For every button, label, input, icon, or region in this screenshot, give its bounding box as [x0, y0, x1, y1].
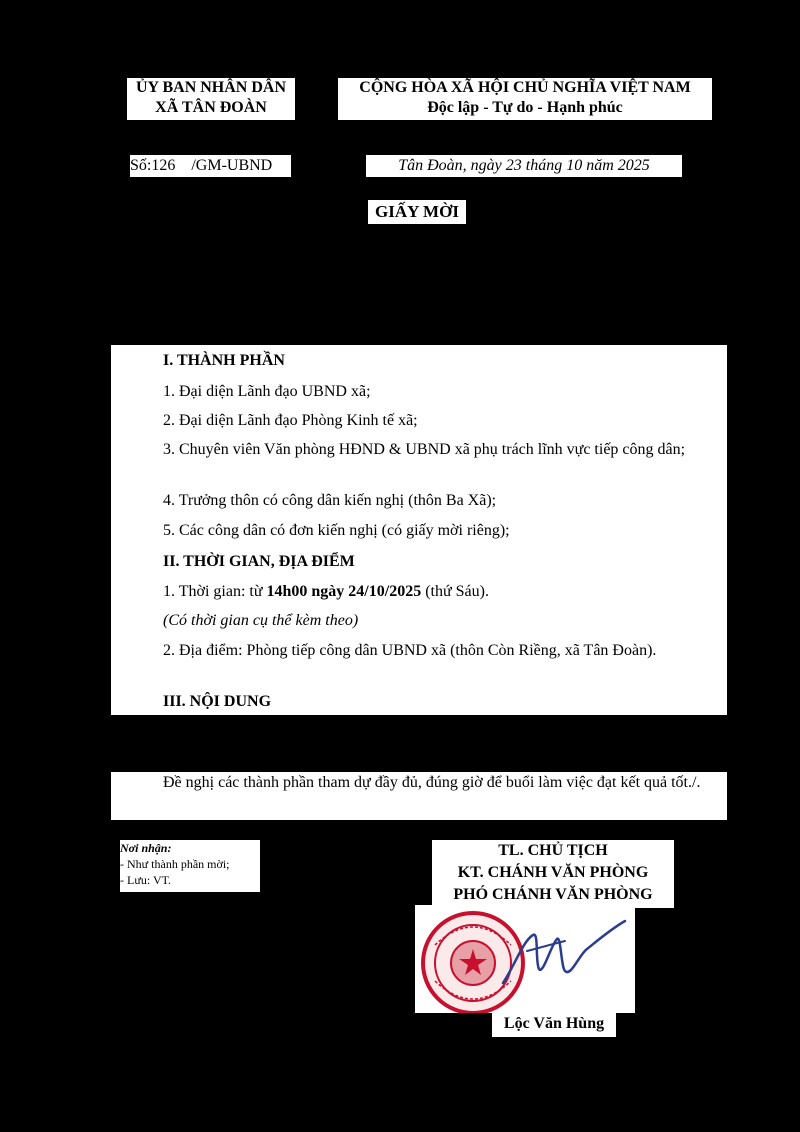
- nation-line1: CỘNG HÒA XÃ HỘI CHỦ NGHĨA VIỆT NAM: [359, 79, 691, 96]
- place-date: Tân Đoàn, ngày 23 tháng 10 năm 2025: [366, 155, 682, 177]
- section3-heading: III. NỘI DUNG: [163, 693, 272, 710]
- national-motto: [338, 78, 712, 120]
- meeting-time: 1. Thời gian: từ 14h00 ngày 24/10/2025 (thứ Sáu).: [163, 583, 489, 600]
- signer-name: Lộc Văn Hùng: [492, 1013, 616, 1037]
- list-item: 5. Các công dân có đơn kiến nghị (có giấy mời riêng);: [163, 522, 510, 539]
- nation-line2: Độc lập - Tự do - Hạnh phúc: [427, 99, 623, 116]
- recipient-item: - Như thành phần mời;: [120, 857, 230, 871]
- list-item: 1. Đại diện Lãnh đạo UBND xã;: [163, 383, 371, 400]
- recipients-label: Nơi nhận:: [120, 841, 172, 855]
- official-seal-icon: [415, 905, 635, 1013]
- closing-paragraph: Đề nghị các thành phần tham dự đầy đủ, đúng giờ để buổi làm việc đạt kết quả tốt./.: [111, 772, 727, 820]
- list-item: 3. Chuyên viên Văn phòng HĐND & UBND xã phụ trách lĩnh vực tiếp công dân;: [163, 441, 686, 458]
- document-number: Số:126 /GM-UBND: [130, 155, 291, 177]
- document-body: [111, 345, 727, 715]
- sig-line3: PHÓ CHÁNH VĂN PHÒNG: [453, 886, 653, 903]
- recipient-item: - Lưu: VT.: [120, 873, 172, 887]
- list-item: 4. Trưởng thôn có công dân kiến nghị (thôn Ba Xã);: [163, 492, 497, 509]
- time-note: (Có thời gian cụ thể kèm theo): [163, 612, 359, 629]
- document-title: GIẤY MỜI: [368, 200, 466, 224]
- issuing-org: [127, 78, 295, 120]
- seal-and-signature: [415, 905, 635, 1013]
- sig-line1: TL. CHỦ TỊCH: [498, 842, 608, 859]
- meeting-place: 2. Địa điểm: Phòng tiếp công dân UBND xã (thôn Còn Riềng, xã Tân Đoàn).: [163, 642, 657, 659]
- section1-heading: I. THÀNH PHẦN: [163, 352, 285, 369]
- recipients: [120, 840, 260, 892]
- org-line2: XÃ TÂN ĐOÀN: [155, 99, 267, 116]
- list-item: 2. Đại diện Lãnh đạo Phòng Kinh tế xã;: [163, 412, 418, 429]
- signature-titles: [432, 840, 674, 908]
- section2-heading: II. THỜI GIAN, ĐỊA ĐIỂM: [163, 553, 355, 570]
- sig-line2: KT. CHÁNH VĂN PHÒNG: [457, 864, 649, 881]
- org-line1: ỦY BAN NHÂN DÂN: [135, 79, 287, 96]
